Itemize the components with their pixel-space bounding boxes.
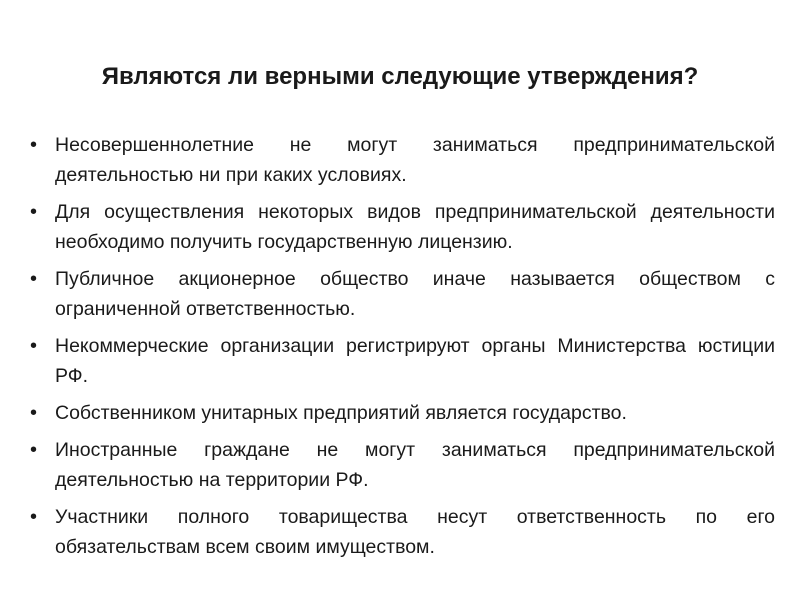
statement-text: Несовершеннолетние не могут заниматься предпринимательской деятельностью ни при каких условиях. bbox=[55, 134, 775, 186]
statement-text: Некоммерческие организации регистрируют органы Министерства юстиции РФ. bbox=[55, 335, 775, 387]
statement-list bbox=[30, 130, 775, 569]
bullet-icon: • bbox=[30, 134, 38, 156]
statement-text: Собственником унитарных предприятий является государство. bbox=[55, 402, 627, 424]
bullet-icon: • bbox=[30, 402, 38, 424]
statement-text: Для осуществления некоторых видов предпринимательской деятельности необходимо получить государственную лицензию. bbox=[55, 201, 775, 253]
list-item bbox=[30, 398, 775, 428]
bullet-icon: • bbox=[30, 506, 38, 528]
slide-title: Являются ли верными следующие утверждения? bbox=[101, 63, 699, 90]
list-item bbox=[30, 264, 775, 324]
bullet-icon: • bbox=[30, 439, 38, 461]
statement-text: Участники полного товарищества несут ответственность по его обязательствам всем своим имуществом. bbox=[55, 506, 775, 558]
list-item bbox=[30, 435, 775, 495]
bullet-icon: • bbox=[30, 335, 38, 357]
list-item bbox=[30, 197, 775, 257]
bullet-icon: • bbox=[30, 201, 38, 223]
statement-text: Иностранные граждане не могут заниматься предпринимательской деятельностью на территории РФ. bbox=[55, 439, 775, 491]
bullet-icon: • bbox=[30, 268, 38, 290]
statement-text: Публичное акционерное общество иначе называется обществом с ограниченной ответственностью. bbox=[55, 268, 775, 320]
list-item bbox=[30, 331, 775, 391]
list-item bbox=[30, 502, 775, 562]
list-item bbox=[30, 130, 775, 190]
